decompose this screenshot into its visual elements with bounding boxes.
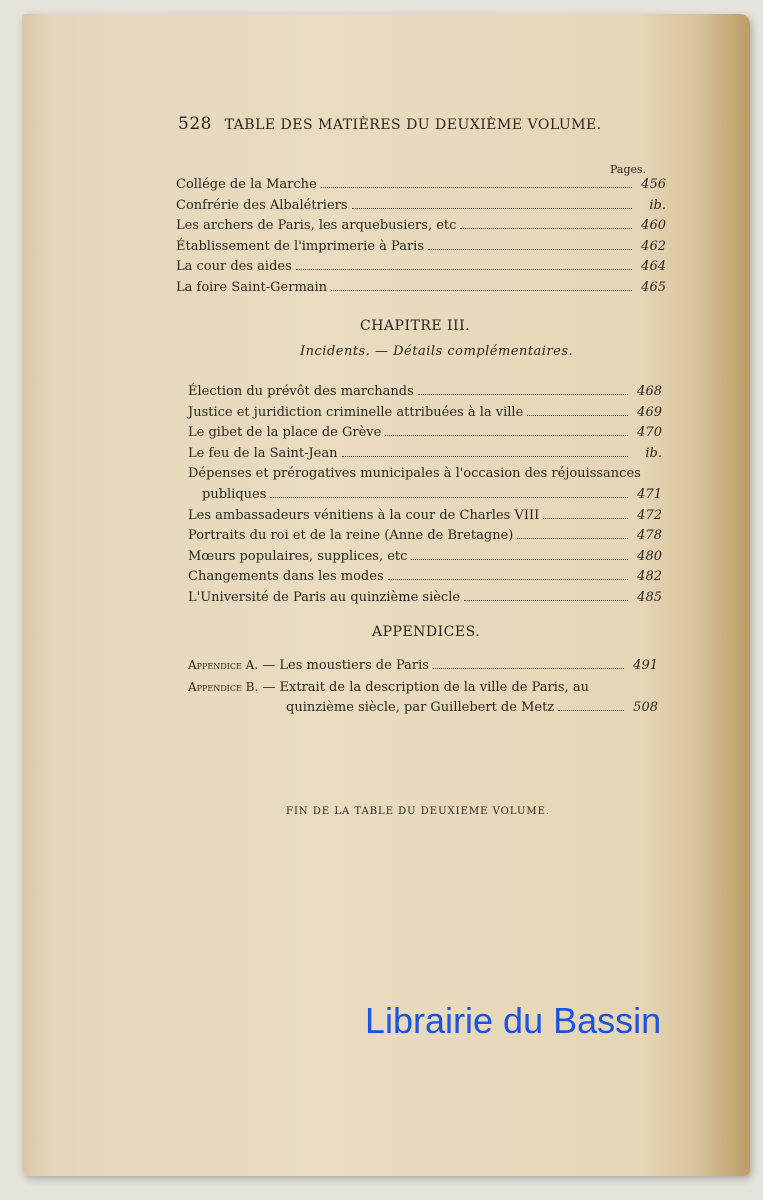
toc-section-2 <box>188 382 662 609</box>
toc-entry: La cour des aides 464 <box>176 259 666 275</box>
toc-section-1 <box>176 175 666 299</box>
toc-entry: Le gibet de la place de Grève 470 <box>188 425 662 441</box>
toc-entry-line: Dépenses et prérogatives municipales à l'occasion des réjouissances <box>188 466 641 482</box>
toc-entry: Élection du prévôt des marchands 468 <box>188 384 662 399</box>
toc-entry: Mœurs populaires, supplices, etc 480 <box>188 548 662 564</box>
toc-entry: Appendice A. — Les moustiers de Paris 491 <box>188 658 658 673</box>
appendices-title: APPENDICES. <box>372 624 481 640</box>
chapter-title: CHAPITRE III. <box>360 318 471 334</box>
toc-entry: quinzième siècle, par Guillebert de Metz 508 <box>286 700 658 716</box>
toc-entry: L'Université de Paris au quinzième siècle 485 <box>188 589 662 605</box>
toc-entry: Collége de la Marche 456 <box>176 177 666 192</box>
toc-entry: Établissement de l'imprimerie à Paris 462 <box>176 238 666 254</box>
toc-entry: publiques 471 <box>202 486 662 502</box>
toc-entry: Portraits du roi et de la reine (Anne de Bretagne) 478 <box>188 528 662 544</box>
toc-appendices <box>188 655 658 719</box>
toc-entry: Justice et juridiction criminelle attribuées à la ville 469 <box>188 404 662 420</box>
toc-entry: Les archers de Paris, les arquebusiers, etc 460 <box>176 218 666 234</box>
page-number: 528 <box>178 114 212 134</box>
toc-entry: Changements dans les modes 482 <box>188 569 662 585</box>
toc-entry: Le feu de la Saint-Jean ib. <box>188 445 662 461</box>
pages-column-label: Pages. <box>610 163 647 176</box>
seller-watermark: Librairie du Bassin <box>365 1000 662 1041</box>
chapter-subtitle: Incidents. — Détails complémentaires. <box>300 344 574 359</box>
toc-entry: Confrérie des Albalétriers ib. <box>176 197 666 213</box>
toc-entry: Les ambassadeurs vénitiens à la cour de Charles VIII 472 <box>188 507 662 523</box>
page-header <box>178 114 618 134</box>
toc-entry-line: Appendice B. — Extrait de la description de la ville de Paris, au <box>188 679 589 695</box>
header-title: TABLE DES MATIÈRES DU DEUXIÈME VOLUME. <box>224 117 602 133</box>
end-note: FIN DE LA TABLE DU DEUXIEME VOLUME. <box>286 806 551 817</box>
toc-entry: La foire Saint-Germain 465 <box>176 279 666 295</box>
